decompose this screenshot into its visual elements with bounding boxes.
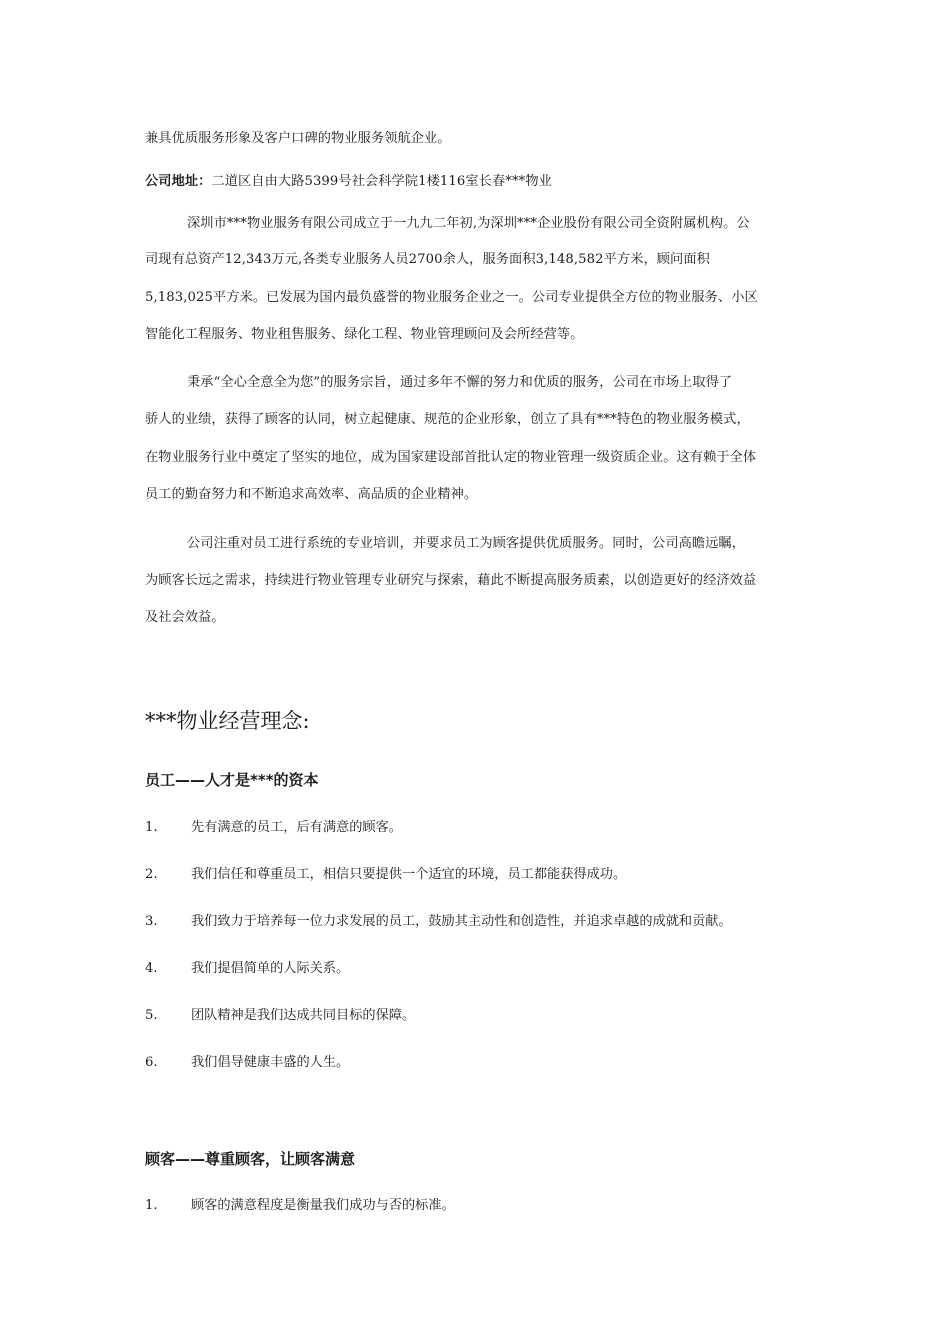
list-item-number: 1. xyxy=(145,1198,158,1213)
paragraph1-line: 司现有总资产12,343万元,各类专业服务人员2700余人，服务面积3,148,582平方米，顾问面积 xyxy=(145,252,710,267)
list-item-text: 我们致力于培养每一位力求发展的员工，鼓励其主动性和创造性，并追求卓越的成就和贡献。 xyxy=(191,914,732,929)
section-title-employees: 员工——人才是***的资本 xyxy=(145,771,319,789)
list-item-text: 我们提倡简单的人际关系。 xyxy=(191,961,350,976)
paragraph1-line: 深圳市***物业服务有限公司成立于一九九二年初,为深圳***企业股份有限公司全资附属机构。公 xyxy=(187,216,750,231)
paragraph2-line: 秉承“全心全意全为您”的服务宗旨，通过多年不懈的努力和优质的服务，公司在市场上取得了 xyxy=(187,375,733,390)
paragraph1-line: 5,183,025平方米。已发展为国内最负盛誉的物业服务企业之一。公司专业提供全方位的物业服务、小区 xyxy=(145,290,758,305)
paragraph2-line: 员工的勤奋努力和不断追求高效率、高品质的企业精神。 xyxy=(145,487,478,502)
company-address xyxy=(145,173,552,191)
list-item-number: 3. xyxy=(145,914,158,929)
paragraph3-line: 为顾客长远之需求，持续进行物业管理专业研究与探索，藉此不断提高服务质素，以创造更好的经济效益 xyxy=(145,573,757,588)
list-item-number: 1. xyxy=(145,820,158,835)
paragraph2-line: 在物业服务行业中奠定了坚实的地位，成为国家建设部首批认定的物业管理一级资质企业。这有赖于全体 xyxy=(145,450,757,465)
section-title-customers: 顾客——尊重顾客，让顾客满意 xyxy=(145,1150,356,1168)
address-value: 二道区自由大路5399号社会科学院1楼116室长春***物业 xyxy=(211,174,552,189)
list-item-number: 2. xyxy=(145,867,158,882)
paragraph2-line: 骄人的业绩，获得了顾客的认同，树立起健康、规范的企业形象，创立了具有***特色的物业服务模式， xyxy=(145,412,750,427)
list-item-number: 5. xyxy=(145,1008,158,1023)
paragraph3-line: 及社会效益。 xyxy=(145,610,225,625)
paragraph1-line: 智能化工程服务、物业租售服务、绿化工程、物业管理顾问及会所经营等。 xyxy=(145,327,584,342)
list-item-text: 团队精神是我们达成共同目标的保障。 xyxy=(191,1008,416,1023)
philosophy-heading: ***物业经营理念: xyxy=(145,709,310,733)
list-item-text: 先有满意的员工，后有满意的顾客。 xyxy=(191,820,402,835)
address-label: 公司地址： xyxy=(145,174,212,189)
list-item-number: 4. xyxy=(145,961,158,976)
list-item-text: 顾客的满意程度是衡量我们成功与否的标准。 xyxy=(191,1198,455,1213)
intro-tail-text: 兼具优质服务形象及客户口碑的物业服务领航企业。 xyxy=(145,131,451,146)
list-item-text: 我们信任和尊重员工，相信只要提供一个适宜的环境，员工都能获得成功。 xyxy=(191,867,627,882)
paragraph3-line: 公司注重对员工进行系统的专业培训，并要求员工为顾客提供优质服务。同时，公司高瞻远瞩， xyxy=(187,536,746,551)
list-item-number: 6. xyxy=(145,1055,158,1070)
list-item-text: 我们倡导健康丰盛的人生。 xyxy=(191,1055,350,1070)
